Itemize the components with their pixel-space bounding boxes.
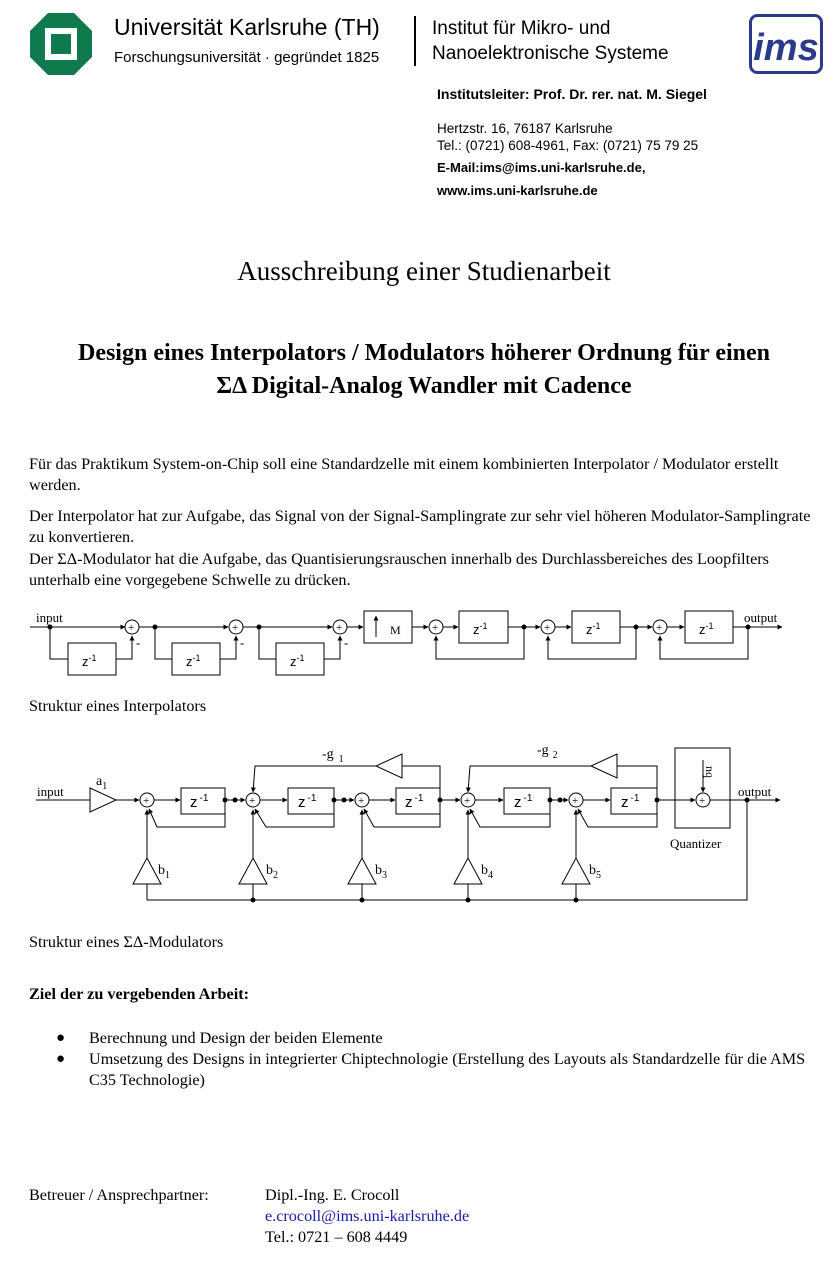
- noise-label: nq: [703, 766, 717, 778]
- adder-plus: +: [464, 795, 471, 807]
- adder-plus: +: [544, 622, 551, 634]
- goal-text: Berechnung und Design der beiden Elemente: [89, 1029, 383, 1047]
- feedback-g1-label: -g $_1$: [322, 747, 344, 765]
- institute-email[interactable]: E-Mail:ims@ims.uni-karlsruhe.de,: [437, 160, 646, 175]
- delay-label: $z^{-1}$: [82, 653, 97, 669]
- delay-label: $z^{-1}$: [186, 653, 201, 669]
- bullet-icon: ●: [56, 1030, 66, 1046]
- institute-website[interactable]: www.ims.uni-karlsruhe.de: [437, 183, 598, 198]
- gain-b5-label: $b_5$: [589, 863, 601, 881]
- delay-label: $z^{-1}$: [586, 621, 601, 637]
- header-divider: [414, 16, 416, 66]
- phone-fax: Tel.: (0721) 608-4961, Fax: (0721) 75 79 25: [437, 138, 699, 153]
- contact-label: Betreuer / Ansprechpartner:: [29, 1186, 209, 1204]
- contact-phone: Tel.: 0721 – 608 4449: [265, 1228, 408, 1246]
- adder-plus: +: [432, 622, 439, 634]
- minus-sign: -: [240, 635, 245, 650]
- delay-label: z $^{-1}$: [190, 793, 209, 811]
- feedback-g2-label: -g $_2$: [537, 743, 558, 761]
- adder-plus: +: [143, 795, 150, 807]
- delay-label: $z^{-1}$: [473, 621, 488, 637]
- gain-a1-label: $a_1$: [96, 774, 108, 792]
- goal-item: [56, 1049, 822, 1091]
- paragraph-2: Der Interpolator hat zur Aufgabe, das Signal von der Signal-Samplingrate zur sehr viel höheren Modulator-Samplingrate zu konvertieren.: [29, 507, 811, 546]
- title-line1: Design eines Interpolators / Modulators höherer Ordnung für einen: [77, 340, 771, 366]
- goal-item: [56, 1028, 822, 1049]
- university-subtitle: Forschungsuniversität · gegründet 1825: [114, 49, 380, 66]
- ims-logo: [749, 14, 823, 74]
- goal-text: Umsetzung des Designs in integrierter Chiptechnologie (Erstellung des Layouts als Standardzelle für die AMS C35 Technologie): [89, 1050, 806, 1089]
- university-name: Universität Karlsruhe (TH): [114, 14, 380, 40]
- interp-output-label: output: [744, 610, 778, 625]
- document-type: Ausschreibung einer Studienarbeit: [237, 256, 611, 286]
- contact-email-link[interactable]: e.crocoll@ims.uni-karlsruhe.de: [265, 1207, 470, 1225]
- bullet-icon: ●: [56, 1051, 66, 1067]
- title-line2: ΣΔ Digital-Analog Wandler mit Cadence: [216, 373, 632, 399]
- goals-heading: Ziel der zu vergebenden Arbeit:: [29, 985, 250, 1003]
- adder-plus: +: [336, 622, 343, 634]
- adder-plus: +: [699, 795, 706, 807]
- gain-b4-label: $b_4$: [481, 863, 493, 881]
- delay-label: $z^{-1}$: [699, 621, 714, 637]
- adder-plus: +: [656, 622, 663, 634]
- delay-label: z $^{-1}$: [621, 793, 640, 811]
- delay-label: $z^{-1}$: [290, 653, 305, 669]
- gain-b3-label: $b_3$: [375, 863, 387, 881]
- adder-plus: +: [232, 622, 239, 634]
- mod-output-label: output: [738, 784, 772, 799]
- mod-input-label: input: [37, 784, 64, 799]
- delay-label: z $^{-1}$: [514, 793, 533, 811]
- address: Hertzstr. 16, 76187 Karlsruhe: [437, 121, 613, 136]
- gain-b2-label: $b_2$: [266, 863, 278, 881]
- contact-name: Dipl.-Ing. E. Crocoll: [265, 1186, 400, 1204]
- gain-b1-label: $b_1$: [158, 863, 170, 881]
- upsampler-label: M: [390, 623, 401, 637]
- delay-label: z $^{-1}$: [405, 793, 424, 811]
- ims-logo-text: ims: [753, 27, 819, 69]
- institute-name-line2: Nanoelektronische Systeme: [432, 43, 669, 64]
- institute-name-line1: Institut für Mikro- und: [432, 18, 611, 39]
- adder-plus: +: [358, 795, 365, 807]
- adder-plus: +: [572, 795, 579, 807]
- interp-input-label: input: [36, 610, 63, 625]
- paragraph-3: Der ΣΔ-Modulator hat die Aufgabe, das Quantisierungsrauschen innerhalb des Durchlassbereiches des Loopfilters unterhalb eine vorgegebene Schwelle zu drücken.: [29, 550, 769, 589]
- minus-sign: -: [136, 635, 141, 650]
- paragraph-1: Für das Praktikum System-on-Chip soll eine Standardzelle mit einem kombinierten Interpolator / Modulator erstellt werden.: [29, 455, 779, 494]
- adder-plus: +: [128, 622, 135, 634]
- minus-sign: -: [344, 635, 349, 650]
- modulator-caption: Struktur eines ΣΔ-Modulators: [29, 933, 224, 951]
- university-logo: [30, 13, 92, 75]
- delay-label: z $^{-1}$: [298, 793, 317, 811]
- modulator-diagram: [30, 738, 790, 918]
- institute-head: Institutsleiter: Prof. Dr. rer. nat. M. Siegel: [437, 86, 707, 102]
- interpolator-diagram: [30, 603, 790, 683]
- quantizer-label: Quantizer: [670, 836, 722, 851]
- adder-plus: +: [249, 795, 256, 807]
- interpolator-caption: Struktur eines Interpolators: [29, 697, 207, 715]
